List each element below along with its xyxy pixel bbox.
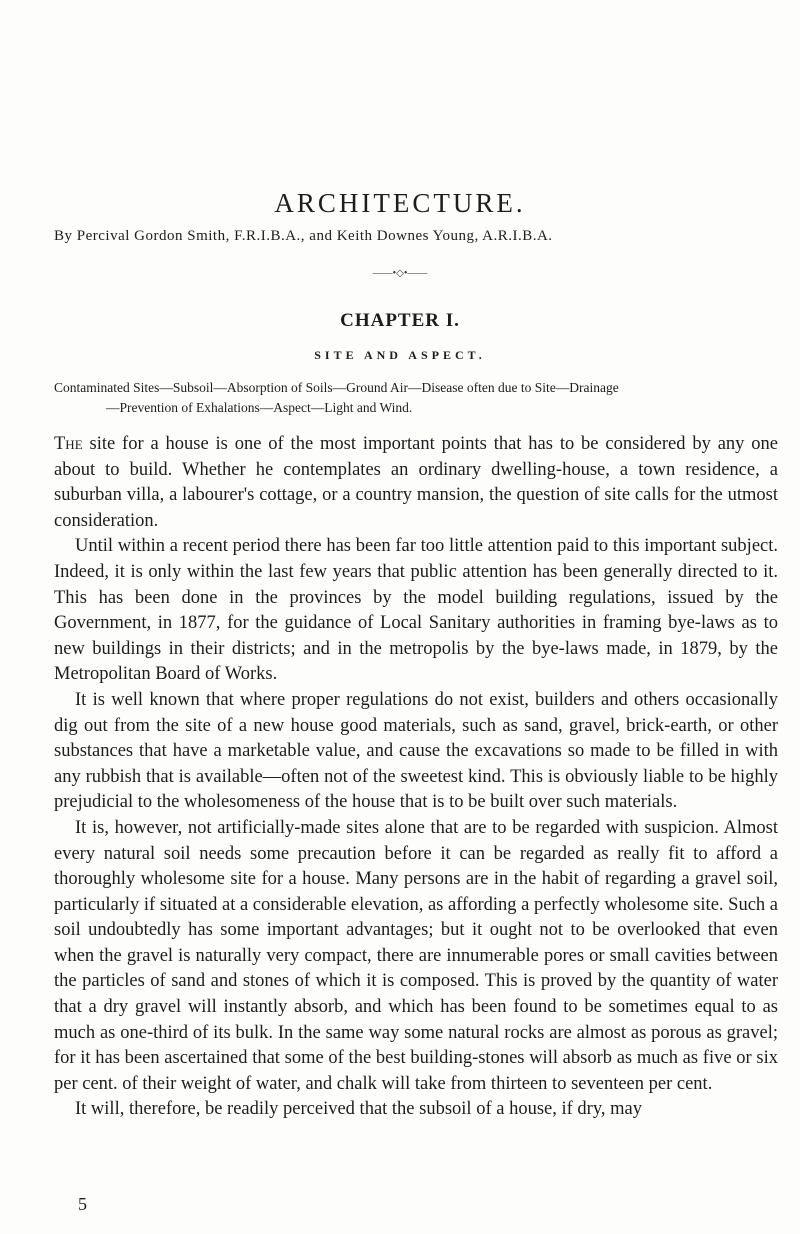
body-paragraph: It is, however, not artificially-made sites alone that are to be regarded with suspicion. Almost every natural soil needs some precaution before it can be regarded as really fit to afford a thoroughly wholesome site for a house. Many persons are in the habit of regarding a gravel soil, particularly if situated at a considerable elevation, as affording a perfectly wholesome site. Such a soil undoubtedly has some important advantages; but it ought not to be overlooked that even when the gravel is naturally very compact, there are innumerable pores or small cavities between the particles of sand and stones of which it is composed. This is proved by the quantity of water that a dry gravel will instantly absorb, and which has been found to be sometimes equal to as much as one-third of its bulk. In the same way some natural rocks are almost as porous as gravel; for it has been ascertained that some of the best building-stones will absorb as much as five or six per cent. of their weight of water, and chalk will take from thirteen to seventeen per cent. [54, 817, 778, 1094]
chapter-summary [54, 378, 774, 418]
body-paragraph: Until within a recent period there has been far too little attention paid to this important subject. Indeed, it is only within the last few years that public attention has been generally directed to it. This has been done in the provinces by the model building regulations, issued by the Government, in 1877, for the guidance of Local Sanitary authorities in framing bye-laws as to new buildings in their districts; and in the metropolis by the bye-laws made, in 1879, by the Metropolitan Board of Works. [54, 536, 778, 685]
page-title: ARCHITECTURE. [274, 188, 526, 218]
body-text [54, 432, 778, 1123]
body-paragraph: It will, therefore, be readily perceived that the subsoil of a house, if dry, may [75, 1099, 642, 1120]
chapter-summary-line: Contaminated Sites—Subsoil—Absorption of Soils—Ground Air—Disease often due to Site—Drainage [54, 380, 619, 395]
page-number: 5 [78, 1194, 87, 1214]
body-paragraph [54, 432, 778, 534]
paragraph-text: site for a house is one of the most important points that has to be considered by any one about to build. Whether he contemplates an ordinary dwelling-house, a town residence, a suburban villa, a labourer's cottage, or a country mansion, the question of site calls for the utmost consideration. [54, 434, 778, 531]
chapter-summary-line: —Prevention of Exhalations—Aspect—Light and Wind. [106, 400, 413, 415]
author-byline: By Percival Gordon Smith, F.R.I.B.A., and Keith Downes Young, A.R.I.B.A. [54, 228, 553, 244]
paragraph-lead-word: The [54, 434, 83, 454]
chapter-heading: CHAPTER I. [340, 310, 460, 331]
section-heading: SITE AND ASPECT. [314, 348, 486, 362]
body-paragraph: It is well known that where proper regulations do not exist, builders and others occasionally dig out from the site of a new house good materials, such as sand, gravel, brick-earth, or other substances that have a marketable value, and cause the excavations so made to be filled in with any rubbish that is available—often not of the sweetest kind. This is obviously liable to be highly prejudicial to the wholesomeness of the house that is to be built over such materials. [54, 689, 778, 813]
divider-ornament: ——•◇•—— [372, 268, 428, 279]
